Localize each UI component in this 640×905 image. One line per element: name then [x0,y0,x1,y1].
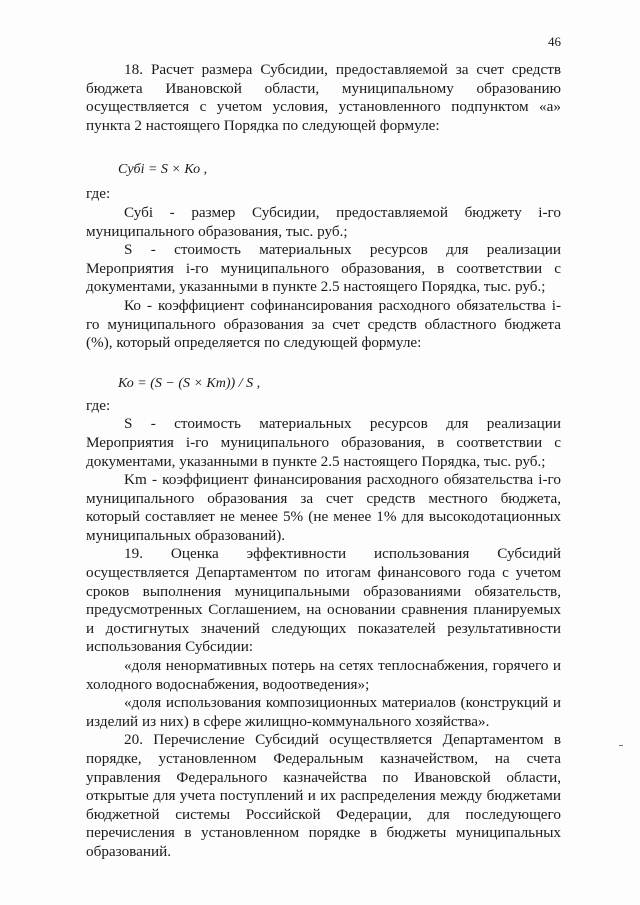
definition-ko: Ко - коэффициент софинансирования расходного обязательства i-го муниципального образования за счет средств областного бюджета (%), который определяется по следующей формуле: [86,296,561,352]
formula-subsidy [118,161,561,179]
where-label-1: где: [86,185,111,203]
indicator-2: «доля использования композиционных материалов (конструкций и изделий из них) в сфере жилищно-коммунального хозяйства». [86,694,561,730]
paragraph-20: 20. Перечисление Субсидий осуществляется Департаментом в порядке, установленном Федеральным казначейством, на счета управления Федерального казначейства по Ивановской области, открытые для учета поступлений и их распределения между бюджетами бюджетной системы Российской Федерации, для последующего перечисления в установленном порядке в бюджеты муниципальных образований. [86,731,561,860]
formula-ko [118,375,561,393]
document-body [86,61,561,862]
paragraph-19: 19. Оценка эффективности использования Субсидий осуществляется Департаментом по итогам финансового года с учетом сроков выполнения муниципальными образованиями обязательств, предусмотренных Соглашением, на основании сравнения планируемых и достигнутых значений следующих показателей результативности использования Субсидии: [86,545,561,656]
page-number: 46 [548,34,561,49]
paragraph-18: 18. Расчет размера Субсидии, предоставляемой за счет средств бюджета Ивановской области, муниципальному образованию осуществляется с учетом условия, установленного подпунктом «а» пункта 2 настоящего Порядка по следующей формуле: [86,61,561,134]
definition-km: Km - коэффициент финансирования расходного обязательства i-го муниципального образования за счет средств местного бюджета, который составляет не менее 5% (не менее 1% для высокодотационных муниципальных образований). [86,471,561,544]
indicator-1: «доля ненормативных потерь на сетях теплоснабжения, горячего и холодного водоснабжения, водоотведения»; [86,657,561,693]
formula-subsidy-text: Субi = S × Ко , [118,162,208,178]
formula-ko-text: Ко = (S − (S × Km)) / S , [118,375,261,391]
definition-sub: Субi - размер Субсидии, предоставляемой бюджету i-го муниципального образования, тыс. руб.; [86,203,561,240]
scan-artifact-dash [619,745,623,746]
definition-s-1: S - стоимость материальных ресурсов для реализации Мероприятия i-го муниципального образования, в соответствии с документами, указанными в пункте 2.5 настоящего Порядка, тыс. руб.; [86,241,561,296]
definition-s-2: S - стоимость материальных ресурсов для реализации Мероприятия i-го муниципального образования, в соответствии с документами, указанными в пункте 2.5 настоящего Порядка, тыс. руб.; [86,415,561,470]
where-label-2: где: [86,396,111,414]
